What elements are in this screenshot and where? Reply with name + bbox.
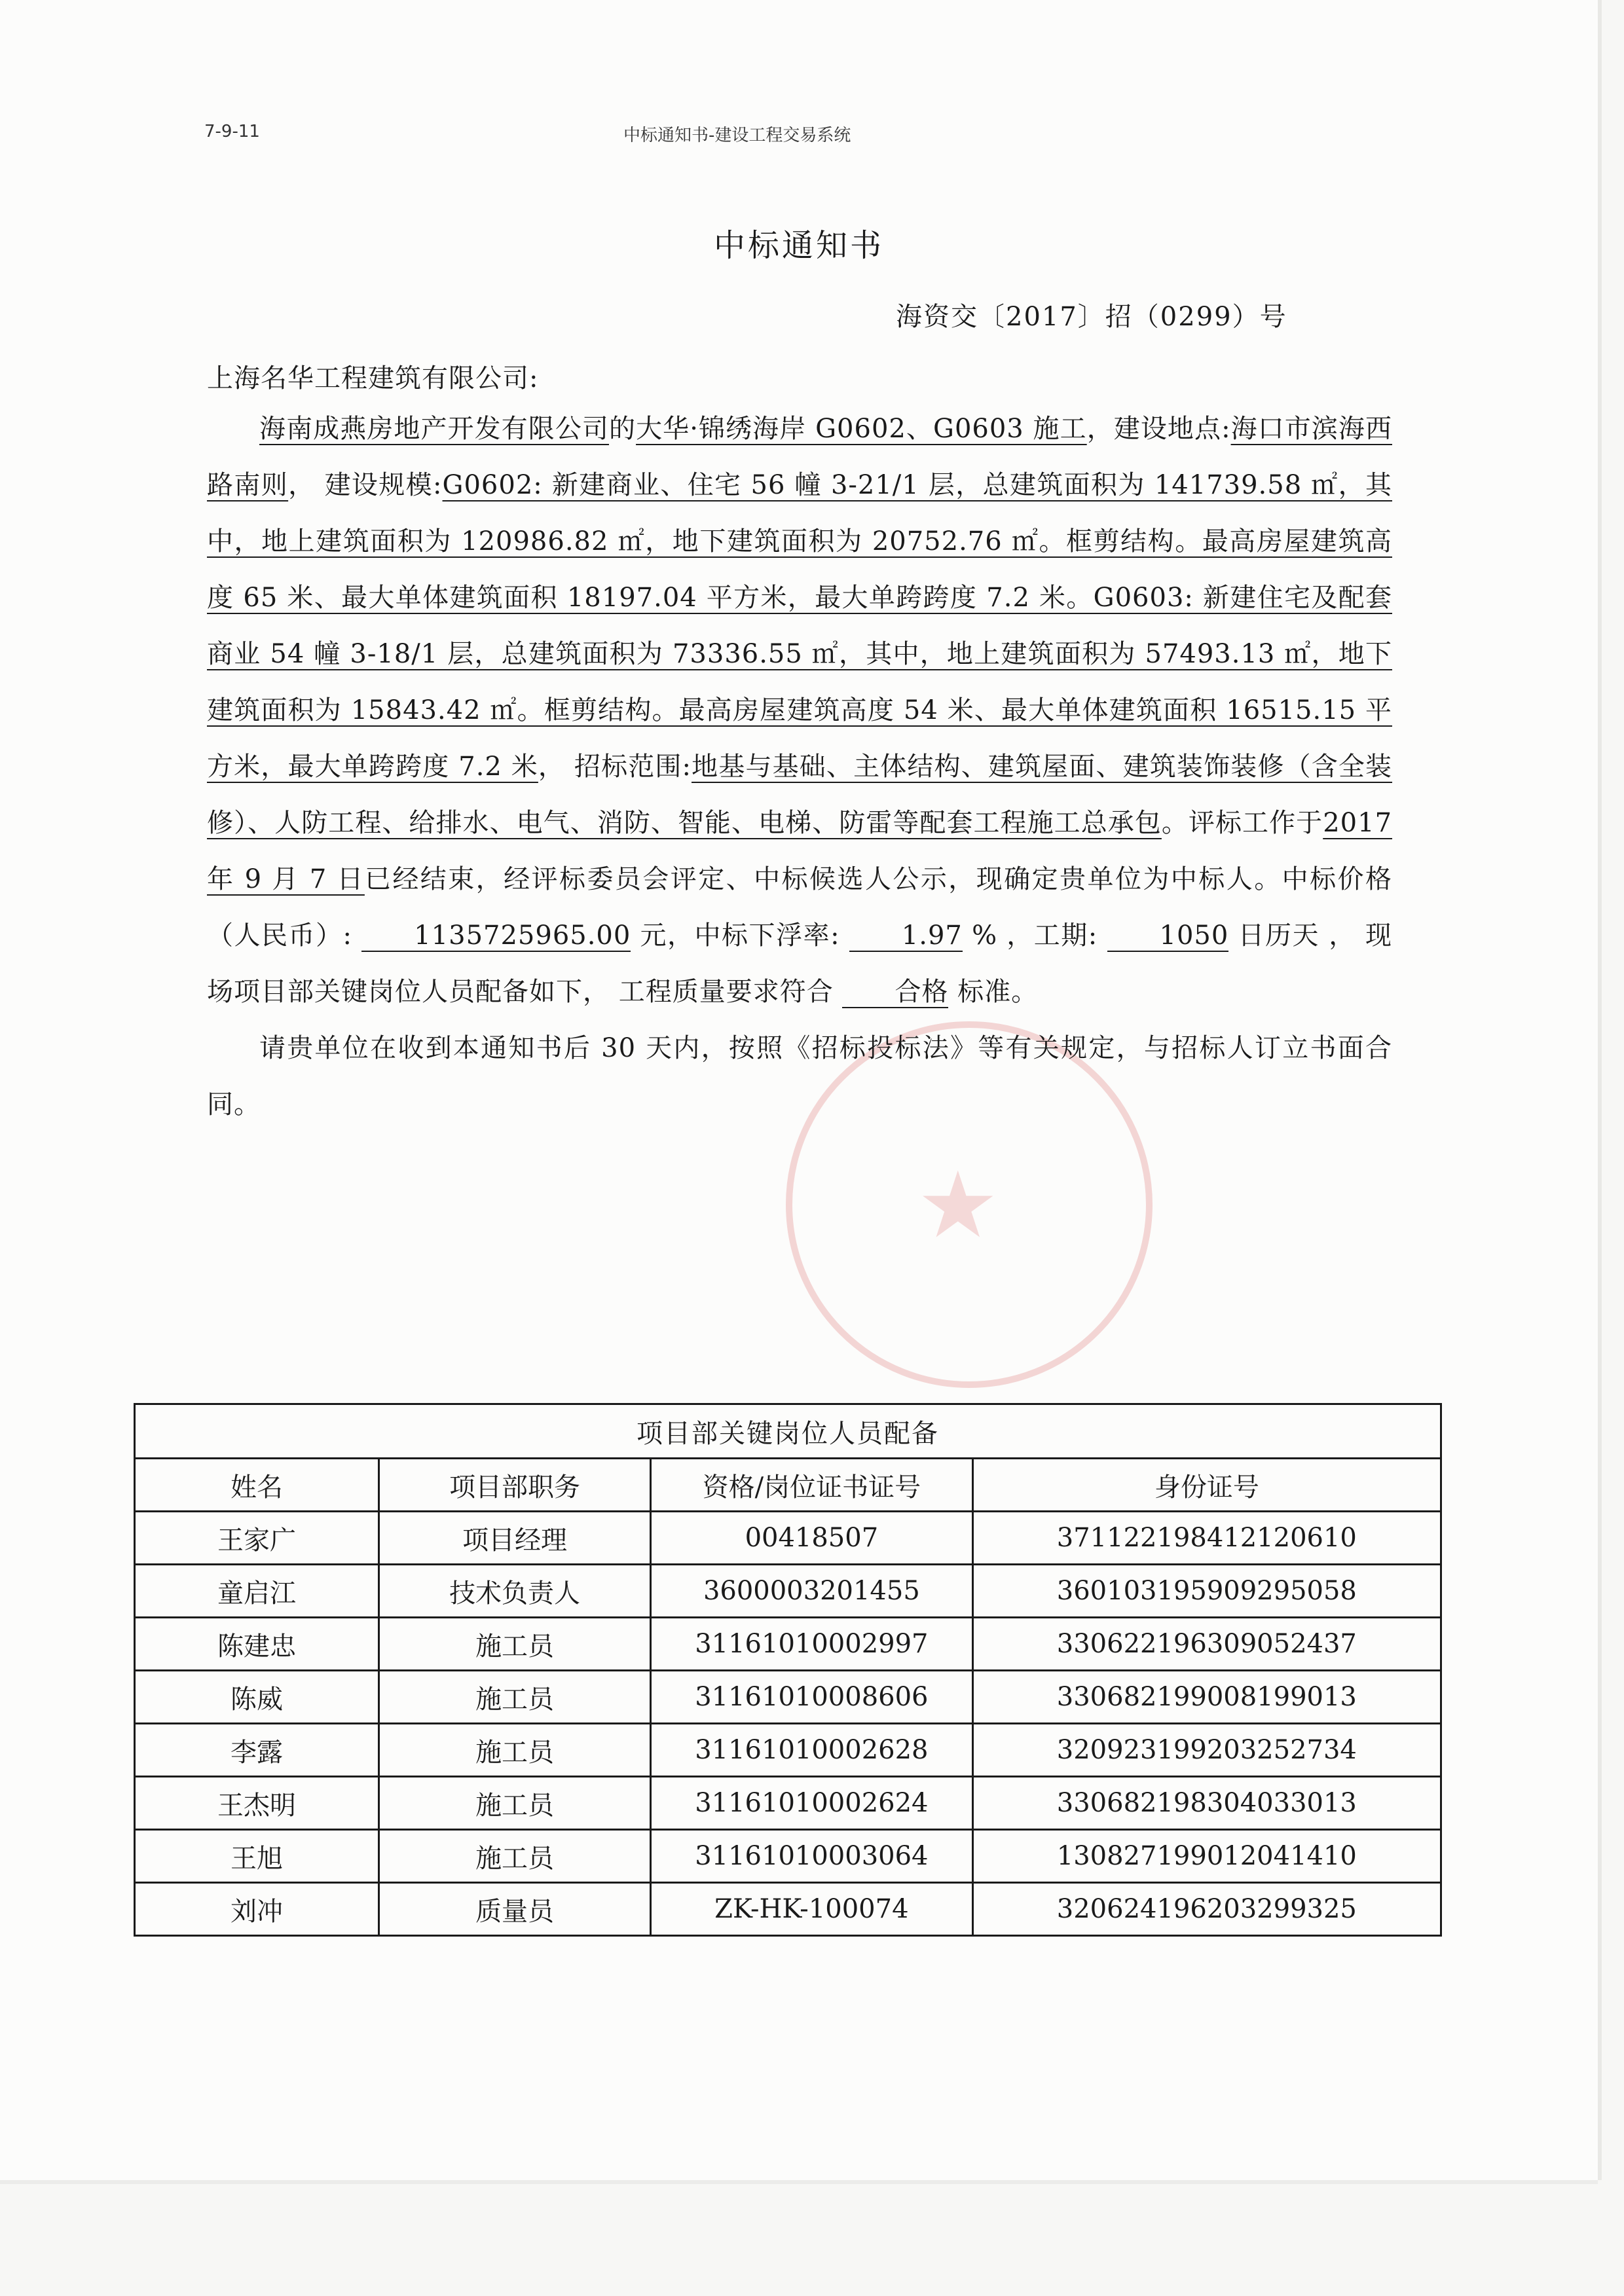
staff-certificate: 31161010002628 [651, 1724, 973, 1777]
table-row [135, 1565, 1441, 1618]
discount-rate: 1.97 [849, 920, 963, 952]
column-header-certificate: 资格/岗位证书证号 [651, 1459, 973, 1512]
staff-name: 王家广 [135, 1512, 379, 1565]
staff-position: 施工员 [379, 1671, 651, 1724]
staff-name: 李露 [135, 1724, 379, 1777]
text-segment: 已经结束，经评标委员会评定、中标候选人公示，现确定贵单位为中标人。中标价格（人民币）: [207, 864, 1392, 951]
text-segment: 日历天 ， 现场项目部关键岗位人员配备如下， 工程质量要求符合 [207, 920, 1392, 1007]
notice-paragraph-2: 请贵单位在收到本通知书后 30 天内，按照《招标投标法》等有关规定，与招标人订立书面合同。 [207, 1033, 1392, 1120]
notice-paragraph-1 [207, 401, 1392, 1020]
text-segment: 。评标工作于 [1161, 808, 1323, 838]
text-segment: ， 招标范围: [538, 752, 692, 782]
staff-id-number: 320624196203299325 [972, 1883, 1441, 1936]
table-row [135, 1671, 1441, 1724]
seal-star-icon: ★ [917, 1152, 999, 1259]
staff-certificate: 31161010002997 [651, 1618, 973, 1671]
staff-name: 刘冲 [135, 1883, 379, 1936]
staff-certificate: 31161010003064 [651, 1830, 973, 1883]
text-segment: ， 建设规模: [288, 470, 443, 500]
page-version: 7-9-11 [204, 122, 260, 141]
staff-id-number: 330622196309052437 [972, 1618, 1441, 1671]
table-row [135, 1724, 1441, 1777]
staff-name: 童启江 [135, 1565, 379, 1618]
staff-name: 王旭 [135, 1830, 379, 1883]
staff-position: 项目经理 [379, 1512, 651, 1565]
system-name: 中标通知书-建设工程交易系统 [623, 126, 851, 145]
staff-certificate: 00418507 [651, 1512, 973, 1565]
project-name: 大华·锦绣海岸 G0602、G0603 施工 [636, 414, 1087, 444]
document-number: 海资交〔2017〕招（0299）号 [896, 302, 1287, 332]
staff-position: 质量员 [379, 1883, 651, 1936]
column-header-name: 姓名 [135, 1459, 379, 1512]
page-title: 中标通知书 [713, 227, 884, 264]
text-segment: 元，中标下浮率: [640, 920, 840, 951]
construction-period: 1050 [1107, 920, 1229, 952]
staff-id-number: 360103195909295058 [972, 1565, 1441, 1618]
table-row [135, 1883, 1441, 1936]
staff-certificate: 3600003201455 [651, 1565, 973, 1618]
text-segment: % ，工期: [972, 920, 1098, 951]
staff-name: 陈威 [135, 1671, 379, 1724]
text-segment: 的 [608, 414, 637, 444]
table-caption: 项目部关键岗位人员配备 [135, 1404, 1441, 1459]
addressee: 上海名华工程建筑有限公司: [207, 363, 539, 393]
evaluation-date: 2017 年 9 月 7 日 [207, 808, 1393, 894]
table-row [135, 1512, 1441, 1565]
text-segment: ，建设地点: [1086, 414, 1231, 444]
table-body [135, 1512, 1441, 1936]
staff-table [134, 1403, 1442, 1937]
project-location: 海口市滨海西路南则 [207, 414, 1392, 500]
staff-id-number: 330682199008199013 [972, 1671, 1441, 1724]
staff-id-number: 371122198412120610 [972, 1512, 1441, 1565]
text-segment: 标准。 [957, 977, 1039, 1007]
staff-certificate: 31161010002624 [651, 1777, 973, 1830]
print-header [204, 122, 1401, 148]
project-scale: G0602: 新建商业、住宅 56 幢 3-21/1 层，总建筑面积为 141739.58 ㎡，其中，地上建筑面积为 120986.82 ㎡，地下建筑面积为 20752.76 ㎡。框剪结构。最高房屋建筑高度 65 米、最大单体建筑面积 18197.04 平方米，最大单跨跨度 7.2 米。G0603: 新建住宅及配套商业 54 幢 3-18/1 层，总建筑面积为 73336.55 ㎡，其中，地上建筑面积为 57493.13 ㎡，地下建筑面积为 15843.42 ㎡。框剪结构。最高房屋建筑高度 54 米、最大单体建筑面积 16515.15 平方米，最大单跨跨度 7.2 米 [207, 470, 1392, 782]
staff-position: 施工员 [379, 1618, 651, 1671]
owner-name: 海南成燕房地产开发有限公司 [259, 414, 609, 444]
staff-id-number: 330682198304033013 [972, 1777, 1441, 1830]
table-row [135, 1777, 1441, 1830]
staff-certificate: 31161010008606 [651, 1671, 973, 1724]
staff-id-number: 320923199203252734 [972, 1724, 1441, 1777]
staff-position: 施工员 [379, 1777, 651, 1830]
staff-position: 施工员 [379, 1724, 651, 1777]
staff-position: 施工员 [379, 1830, 651, 1883]
staff-position: 技术负责人 [379, 1565, 651, 1618]
table-row [135, 1830, 1441, 1883]
staff-id-number: 130827199012041410 [972, 1830, 1441, 1883]
bid-price: 1135725965.00 [361, 920, 631, 952]
staff-certificate: ZK-HK-100074 [651, 1883, 973, 1936]
quality-standard: 合格 [842, 977, 948, 1008]
table-row [135, 1618, 1441, 1671]
staff-name: 王杰明 [135, 1777, 379, 1830]
column-header-position: 项目部职务 [379, 1459, 651, 1512]
bid-scope: 地基与基础、主体结构、建筑屋面、建筑装饰装修（含全装修）、人防工程、给排水、电气、消防、智能、电梯、防雷等配套工程施工总承包 [207, 752, 1393, 838]
staff-name: 陈建忠 [135, 1618, 379, 1671]
column-header-id-number: 身份证号 [972, 1459, 1441, 1512]
notice-body [207, 401, 1392, 1133]
table-header-row [135, 1459, 1441, 1512]
